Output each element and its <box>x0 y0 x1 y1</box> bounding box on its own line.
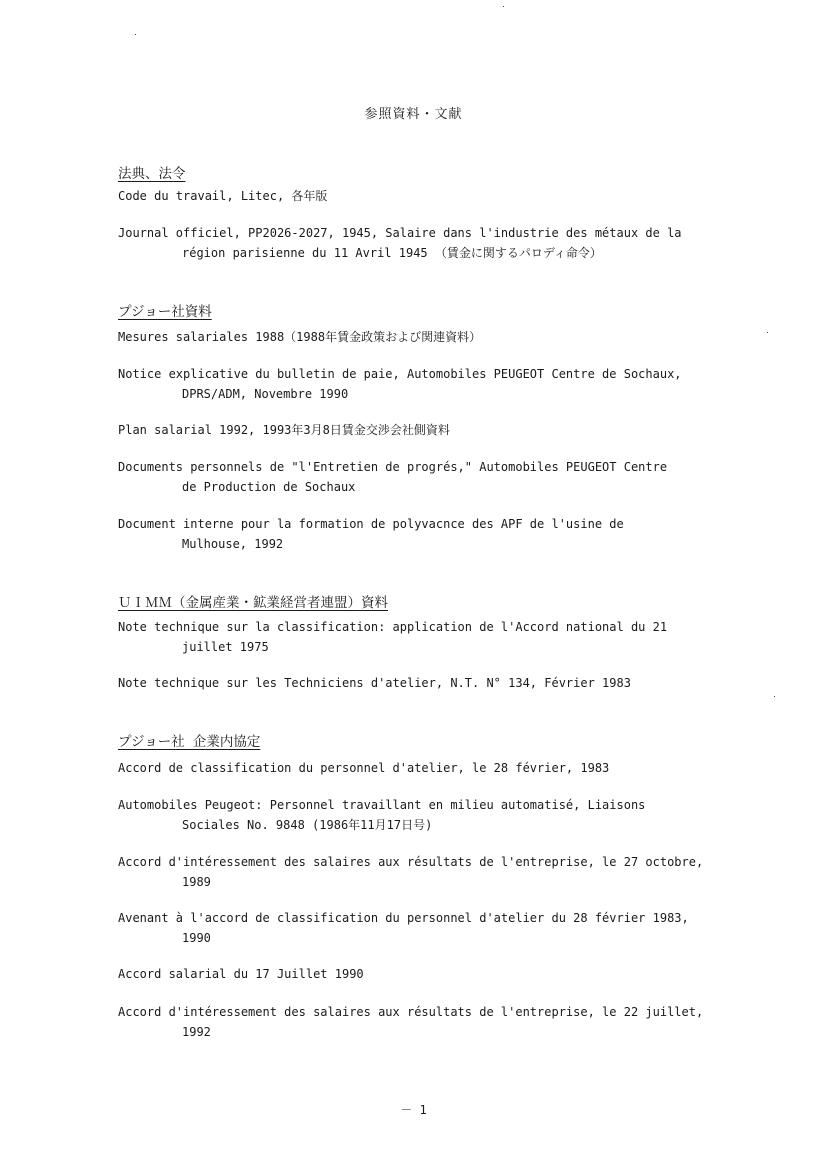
entry-continuation: de Production de Sochaux <box>182 480 356 494</box>
entry-line: Mesures salariales 1988（1988年賃金政策および関連資料） <box>118 330 482 344</box>
reference-entry <box>118 758 758 778</box>
reference-entry <box>118 364 758 404</box>
scan-speck <box>503 6 504 7</box>
section-heading-uimm: ＵＩＭＭ（金属産業・鉱業経営者連盟）資料 <box>118 595 388 611</box>
reference-entry <box>118 964 758 984</box>
reference-entry <box>118 617 758 657</box>
entry-line: Documents personnels de "l'Entretien de progrés," Automobiles PEUGEOT Centre <box>118 460 668 474</box>
entry-line: Plan salarial 1992, 1993年3月8日賃金交渉会社側資料 <box>118 423 450 437</box>
scan-speck <box>135 34 136 35</box>
reference-entry <box>118 514 758 554</box>
section-heading-peugeot-agreements: プジョー社 企業内協定 <box>118 734 261 750</box>
entry-continuation: DPRS/ADM, Novembre 1990 <box>182 387 349 401</box>
entry-continuation: région parisienne du 11 Avril 1945 （賃金に関するパロディ命令） <box>182 246 602 260</box>
entry-line: Accord d'intéressement des salaires aux résultats de l'entreprise, le 27 octobre, <box>118 855 704 869</box>
section-heading-peugeot-materials: プジョー社資料 <box>118 304 212 320</box>
reference-entry <box>118 457 758 497</box>
entry-line: Automobiles Peugeot: Personnel travaillant en milieu automatisé, Liaisons <box>118 798 646 812</box>
entry-line: Code du travail, Litec, 各年版 <box>118 189 328 203</box>
page-number: － 1 <box>400 1103 427 1117</box>
entry-continuation: 1989 <box>182 875 211 889</box>
entry-line: Document interne pour la formation de polyvacnce des APF de l'usine de <box>118 517 624 531</box>
reference-entry <box>118 852 758 892</box>
page-title: 参照資料・文献 <box>364 107 463 122</box>
entry-line: Note technique sur les Techniciens d'atelier, N.T. N° 134, Février 1983 <box>118 676 631 690</box>
entry-line: Avenant à l'accord de classification du personnel d'atelier du 28 février 1983, <box>118 911 689 925</box>
reference-entry <box>118 1002 758 1042</box>
scan-speck <box>774 696 775 697</box>
entry-line: Accord de classification du personnel d'atelier, le 28 février, 1983 <box>118 761 610 775</box>
entry-line: Note technique sur la classification: application de l'Accord national du 21 <box>118 620 668 634</box>
reference-entry <box>118 420 758 440</box>
reference-entry <box>118 673 758 693</box>
entry-continuation: juillet 1975 <box>182 640 269 654</box>
reference-entry <box>118 223 758 263</box>
entry-continuation: 1990 <box>182 931 211 945</box>
entry-line: Accord d'intéressement des salaires aux résultats de l'entreprise, le 22 juillet, <box>118 1005 704 1019</box>
scan-speck <box>767 332 768 333</box>
reference-entry <box>118 795 758 835</box>
reference-entry <box>118 186 758 206</box>
entry-line: Accord salarial du 17 Juillet 1990 <box>118 967 364 981</box>
entry-continuation: Mulhouse, 1992 <box>182 537 284 551</box>
entry-continuation: 1992 <box>182 1025 211 1039</box>
entry-line: Journal officiel, PP2026-2027, 1945, Salaire dans l'industrie des métaux de la <box>118 226 682 240</box>
reference-entry <box>118 908 758 948</box>
section-heading-laws: 法典、法令 <box>118 166 186 182</box>
reference-entry <box>118 327 758 347</box>
entry-line: Notice explicative du bulletin de paie, Automobiles PEUGEOT Centre de Sochaux, <box>118 367 682 381</box>
entry-continuation: Sociales No. 9848 (1986年11月17日号) <box>182 818 433 832</box>
